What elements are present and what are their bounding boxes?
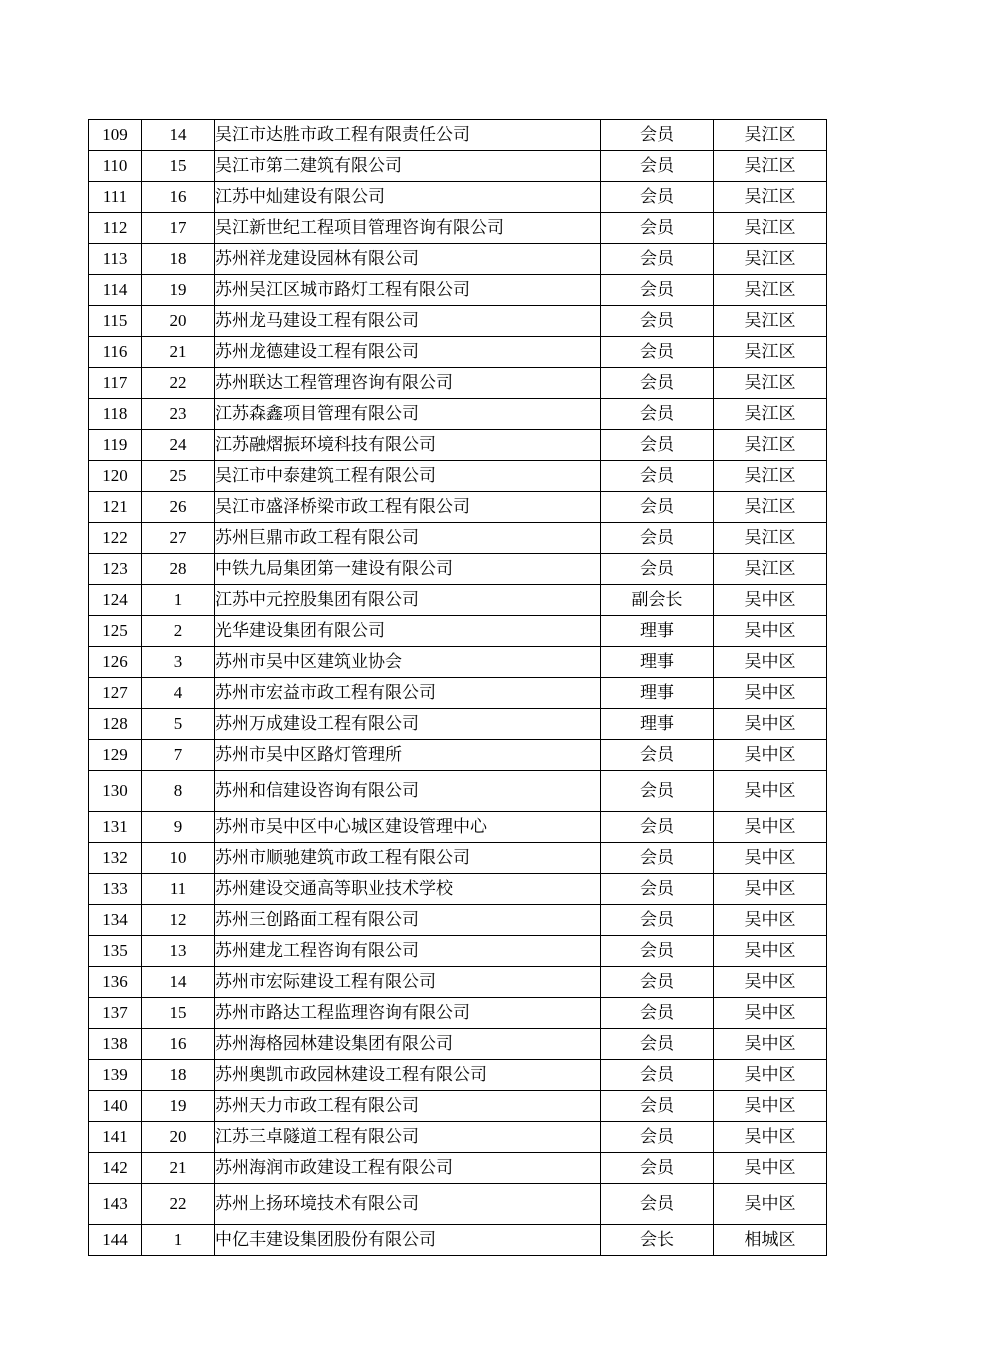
district-cell: 吴江区 [714, 523, 827, 554]
district-cell: 吴中区 [714, 1029, 827, 1060]
district-cell: 吴江区 [714, 275, 827, 306]
sub-seq-cell: 4 [142, 678, 215, 709]
role-cell: 会员 [601, 1091, 714, 1122]
role-cell: 会员 [601, 492, 714, 523]
table-row [89, 1225, 827, 1256]
seq-cell: 125 [89, 616, 142, 647]
table-row [89, 120, 827, 151]
table-row [89, 213, 827, 244]
sub-seq-cell: 28 [142, 554, 215, 585]
role-cell: 理事 [601, 709, 714, 740]
company-name-cell: 中铁九局集团第一建设有限公司 [215, 554, 601, 585]
role-cell: 会员 [601, 151, 714, 182]
company-name-cell: 江苏三卓隧道工程有限公司 [215, 1122, 601, 1153]
seq-cell: 112 [89, 213, 142, 244]
role-cell: 理事 [601, 678, 714, 709]
sub-seq-cell: 25 [142, 461, 215, 492]
seq-cell: 139 [89, 1060, 142, 1091]
role-cell: 会员 [601, 1060, 714, 1091]
seq-cell: 122 [89, 523, 142, 554]
table-row [89, 275, 827, 306]
sub-seq-cell: 18 [142, 244, 215, 275]
seq-cell: 123 [89, 554, 142, 585]
table-row [89, 554, 827, 585]
seq-cell: 135 [89, 936, 142, 967]
seq-cell: 120 [89, 461, 142, 492]
table-row [89, 812, 827, 843]
role-cell: 会员 [601, 523, 714, 554]
district-cell: 吴江区 [714, 337, 827, 368]
table-row [89, 492, 827, 523]
company-name-cell: 光华建设集团有限公司 [215, 616, 601, 647]
table-row [89, 771, 827, 812]
sub-seq-cell: 27 [142, 523, 215, 554]
sub-seq-cell: 20 [142, 1122, 215, 1153]
district-cell: 吴中区 [714, 936, 827, 967]
sub-seq-cell: 18 [142, 1060, 215, 1091]
seq-cell: 130 [89, 771, 142, 812]
company-name-cell: 吴江市中泰建筑工程有限公司 [215, 461, 601, 492]
sub-seq-cell: 1 [142, 585, 215, 616]
seq-cell: 118 [89, 399, 142, 430]
role-cell: 会员 [601, 120, 714, 151]
sub-seq-cell: 7 [142, 740, 215, 771]
district-cell: 吴中区 [714, 1060, 827, 1091]
seq-cell: 142 [89, 1153, 142, 1184]
table-row [89, 874, 827, 905]
table-row [89, 616, 827, 647]
company-name-cell: 苏州市宏际建设工程有限公司 [215, 967, 601, 998]
company-name-cell: 苏州奥凯市政园林建设工程有限公司 [215, 1060, 601, 1091]
role-cell: 理事 [601, 647, 714, 678]
role-cell: 会员 [601, 998, 714, 1029]
sub-seq-cell: 14 [142, 120, 215, 151]
member-table [88, 119, 827, 1256]
district-cell: 吴江区 [714, 182, 827, 213]
sub-seq-cell: 19 [142, 275, 215, 306]
company-name-cell: 苏州市顺驰建筑市政工程有限公司 [215, 843, 601, 874]
table-row [89, 709, 827, 740]
district-cell: 吴江区 [714, 461, 827, 492]
role-cell: 会员 [601, 275, 714, 306]
seq-cell: 136 [89, 967, 142, 998]
company-name-cell: 苏州联达工程管理咨询有限公司 [215, 368, 601, 399]
company-name-cell: 中亿丰建设集团股份有限公司 [215, 1225, 601, 1256]
role-cell: 会员 [601, 430, 714, 461]
sub-seq-cell: 14 [142, 967, 215, 998]
table-row [89, 1091, 827, 1122]
role-cell: 会员 [601, 1122, 714, 1153]
seq-cell: 129 [89, 740, 142, 771]
table-row [89, 244, 827, 275]
table-row [89, 1060, 827, 1091]
seq-cell: 128 [89, 709, 142, 740]
seq-cell: 138 [89, 1029, 142, 1060]
seq-cell: 140 [89, 1091, 142, 1122]
company-name-cell: 苏州市吴中区建筑业协会 [215, 647, 601, 678]
table-row [89, 585, 827, 616]
company-name-cell: 江苏中元控股集团有限公司 [215, 585, 601, 616]
table-row [89, 523, 827, 554]
company-name-cell: 苏州祥龙建设园林有限公司 [215, 244, 601, 275]
seq-cell: 115 [89, 306, 142, 337]
company-name-cell: 江苏森鑫项目管理有限公司 [215, 399, 601, 430]
district-cell: 吴中区 [714, 874, 827, 905]
company-name-cell: 苏州市吴中区路灯管理所 [215, 740, 601, 771]
district-cell: 吴中区 [714, 812, 827, 843]
role-cell: 会员 [601, 905, 714, 936]
table-row [89, 1122, 827, 1153]
role-cell: 副会长 [601, 585, 714, 616]
district-cell: 吴江区 [714, 399, 827, 430]
seq-cell: 109 [89, 120, 142, 151]
company-name-cell: 苏州上扬环境技术有限公司 [215, 1184, 601, 1225]
sub-seq-cell: 22 [142, 368, 215, 399]
table-row [89, 740, 827, 771]
sub-seq-cell: 2 [142, 616, 215, 647]
role-cell: 会员 [601, 967, 714, 998]
role-cell: 会员 [601, 399, 714, 430]
district-cell: 吴中区 [714, 771, 827, 812]
company-name-cell: 苏州三创路面工程有限公司 [215, 905, 601, 936]
company-name-cell: 苏州市宏益市政工程有限公司 [215, 678, 601, 709]
role-cell: 会员 [601, 244, 714, 275]
seq-cell: 144 [89, 1225, 142, 1256]
sub-seq-cell: 15 [142, 998, 215, 1029]
district-cell: 吴中区 [714, 585, 827, 616]
sub-seq-cell: 15 [142, 151, 215, 182]
sub-seq-cell: 26 [142, 492, 215, 523]
district-cell: 吴江区 [714, 151, 827, 182]
table-row [89, 998, 827, 1029]
seq-cell: 137 [89, 998, 142, 1029]
district-cell: 吴中区 [714, 998, 827, 1029]
district-cell: 相城区 [714, 1225, 827, 1256]
sub-seq-cell: 23 [142, 399, 215, 430]
company-name-cell: 江苏中灿建设有限公司 [215, 182, 601, 213]
sub-seq-cell: 12 [142, 905, 215, 936]
seq-cell: 134 [89, 905, 142, 936]
sub-seq-cell: 20 [142, 306, 215, 337]
sub-seq-cell: 3 [142, 647, 215, 678]
seq-cell: 143 [89, 1184, 142, 1225]
seq-cell: 121 [89, 492, 142, 523]
sub-seq-cell: 24 [142, 430, 215, 461]
district-cell: 吴中区 [714, 740, 827, 771]
company-name-cell: 苏州吴江区城市路灯工程有限公司 [215, 275, 601, 306]
district-cell: 吴中区 [714, 1091, 827, 1122]
role-cell: 会员 [601, 368, 714, 399]
district-cell: 吴中区 [714, 1122, 827, 1153]
role-cell: 会员 [601, 936, 714, 967]
district-cell: 吴中区 [714, 678, 827, 709]
table-row [89, 905, 827, 936]
role-cell: 理事 [601, 616, 714, 647]
company-name-cell: 吴江新世纪工程项目管理咨询有限公司 [215, 213, 601, 244]
company-name-cell: 苏州建设交通高等职业技术学校 [215, 874, 601, 905]
seq-cell: 117 [89, 368, 142, 399]
district-cell: 吴江区 [714, 554, 827, 585]
sub-seq-cell: 11 [142, 874, 215, 905]
sub-seq-cell: 10 [142, 843, 215, 874]
company-name-cell: 吴江市达胜市政工程有限责任公司 [215, 120, 601, 151]
company-name-cell: 苏州万成建设工程有限公司 [215, 709, 601, 740]
seq-cell: 116 [89, 337, 142, 368]
company-name-cell: 吴江市第二建筑有限公司 [215, 151, 601, 182]
sub-seq-cell: 22 [142, 1184, 215, 1225]
company-name-cell: 苏州龙马建设工程有限公司 [215, 306, 601, 337]
table-row [89, 151, 827, 182]
role-cell: 会员 [601, 461, 714, 492]
seq-cell: 119 [89, 430, 142, 461]
seq-cell: 114 [89, 275, 142, 306]
sub-seq-cell: 21 [142, 337, 215, 368]
sub-seq-cell: 16 [142, 1029, 215, 1060]
seq-cell: 131 [89, 812, 142, 843]
seq-cell: 111 [89, 182, 142, 213]
table-row [89, 337, 827, 368]
seq-cell: 127 [89, 678, 142, 709]
district-cell: 吴中区 [714, 967, 827, 998]
role-cell: 会员 [601, 1184, 714, 1225]
role-cell: 会员 [601, 182, 714, 213]
seq-cell: 124 [89, 585, 142, 616]
district-cell: 吴江区 [714, 120, 827, 151]
seq-cell: 126 [89, 647, 142, 678]
district-cell: 吴中区 [714, 905, 827, 936]
table-row [89, 368, 827, 399]
company-name-cell: 苏州海格园林建设集团有限公司 [215, 1029, 601, 1060]
table-row [89, 1153, 827, 1184]
table-row [89, 967, 827, 998]
table-row [89, 647, 827, 678]
table-row [89, 936, 827, 967]
table-row [89, 1029, 827, 1060]
district-cell: 吴江区 [714, 244, 827, 275]
sub-seq-cell: 21 [142, 1153, 215, 1184]
table-row [89, 182, 827, 213]
district-cell: 吴中区 [714, 1153, 827, 1184]
role-cell: 会员 [601, 740, 714, 771]
table-row [89, 399, 827, 430]
role-cell: 会员 [601, 874, 714, 905]
sub-seq-cell: 16 [142, 182, 215, 213]
district-cell: 吴江区 [714, 430, 827, 461]
table-row [89, 843, 827, 874]
company-name-cell: 苏州和信建设咨询有限公司 [215, 771, 601, 812]
role-cell: 会员 [601, 1153, 714, 1184]
sub-seq-cell: 17 [142, 213, 215, 244]
table-row [89, 306, 827, 337]
sub-seq-cell: 13 [142, 936, 215, 967]
sub-seq-cell: 9 [142, 812, 215, 843]
seq-cell: 141 [89, 1122, 142, 1153]
company-name-cell: 苏州巨鼎市政工程有限公司 [215, 523, 601, 554]
company-name-cell: 苏州海润市政建设工程有限公司 [215, 1153, 601, 1184]
table-row [89, 678, 827, 709]
role-cell: 会员 [601, 337, 714, 368]
company-name-cell: 吴江市盛泽桥梁市政工程有限公司 [215, 492, 601, 523]
district-cell: 吴江区 [714, 213, 827, 244]
company-name-cell: 苏州龙德建设工程有限公司 [215, 337, 601, 368]
district-cell: 吴中区 [714, 843, 827, 874]
district-cell: 吴中区 [714, 709, 827, 740]
district-cell: 吴中区 [714, 647, 827, 678]
role-cell: 会长 [601, 1225, 714, 1256]
company-name-cell: 江苏融熠振环境科技有限公司 [215, 430, 601, 461]
role-cell: 会员 [601, 843, 714, 874]
district-cell: 吴江区 [714, 368, 827, 399]
seq-cell: 133 [89, 874, 142, 905]
district-cell: 吴江区 [714, 306, 827, 337]
role-cell: 会员 [601, 554, 714, 585]
company-name-cell: 苏州市路达工程监理咨询有限公司 [215, 998, 601, 1029]
seq-cell: 113 [89, 244, 142, 275]
role-cell: 会员 [601, 771, 714, 812]
district-cell: 吴中区 [714, 1184, 827, 1225]
sub-seq-cell: 5 [142, 709, 215, 740]
table-row [89, 1184, 827, 1225]
seq-cell: 110 [89, 151, 142, 182]
role-cell: 会员 [601, 213, 714, 244]
sub-seq-cell: 1 [142, 1225, 215, 1256]
district-cell: 吴江区 [714, 492, 827, 523]
role-cell: 会员 [601, 812, 714, 843]
company-name-cell: 苏州建龙工程咨询有限公司 [215, 936, 601, 967]
district-cell: 吴中区 [714, 616, 827, 647]
company-name-cell: 苏州天力市政工程有限公司 [215, 1091, 601, 1122]
company-name-cell: 苏州市吴中区中心城区建设管理中心 [215, 812, 601, 843]
table-row [89, 430, 827, 461]
member-table-body [89, 120, 827, 1256]
seq-cell: 132 [89, 843, 142, 874]
sub-seq-cell: 19 [142, 1091, 215, 1122]
role-cell: 会员 [601, 1029, 714, 1060]
table-row [89, 461, 827, 492]
role-cell: 会员 [601, 306, 714, 337]
sub-seq-cell: 8 [142, 771, 215, 812]
